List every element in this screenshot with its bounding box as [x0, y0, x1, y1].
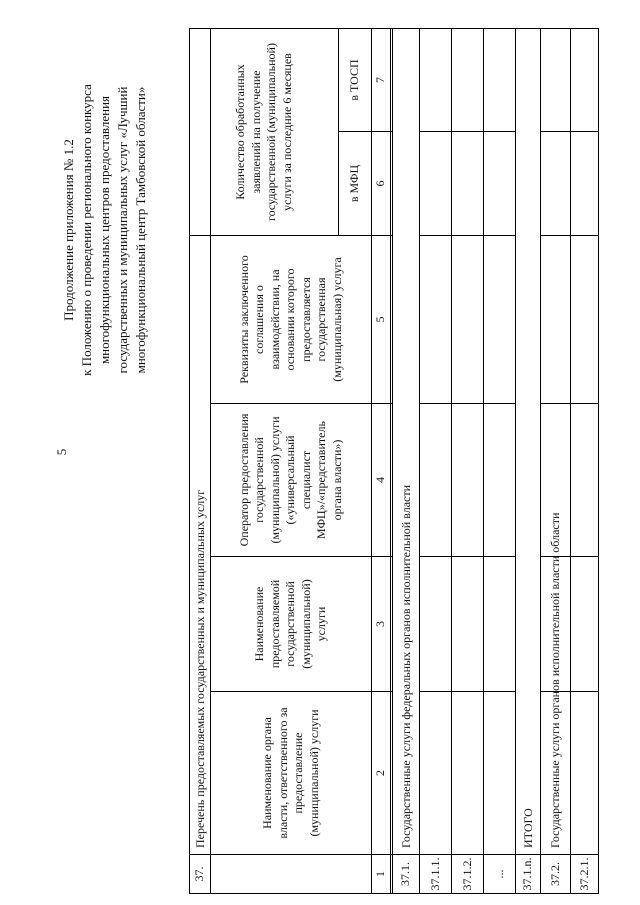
column-number: 7	[373, 77, 388, 83]
column-number: 3	[373, 621, 388, 627]
document-heading	[60, 40, 150, 420]
header-applications-count: Количество обработанных заявлений на получение государственной (муниципальной) услуги за последние 6 месяцев	[233, 43, 294, 221]
services-table	[189, 28, 599, 894]
heading-line: государственных и муниципальных услуг «Лучший	[115, 86, 130, 374]
header-mfc: в МФЦ	[347, 164, 362, 203]
column-number: 2	[373, 770, 388, 776]
heading-line: Продолжение приложения № 1.2	[61, 139, 76, 321]
header-authority: Наименование органа власти, ответственного за предоставление (муниципальной) услуги	[260, 707, 321, 839]
heading-line: многофункциональных центров предоставления	[97, 95, 112, 365]
row-group-title: Государственные услуги органов исполнительной власти области	[548, 512, 562, 848]
row-number: 37.2.	[547, 862, 562, 886]
column-number: 5	[373, 316, 388, 323]
column-number: 1	[373, 871, 388, 877]
row-number: 37.1.1.	[427, 857, 442, 891]
row-number: 37.1.	[398, 862, 413, 886]
header-agreement: Реквизиты заключенного соглашения о взаимодействии, на основании которого предоставляется государственная (муниципальная) услуга	[236, 255, 344, 384]
page-number: 5	[54, 448, 69, 456]
header-operator: Оператор предоставления государственной (муниципальной) услуги («универсальный специалист МФЦ»/«представитель органа власти»)	[236, 413, 344, 547]
section-title: Перечень предоставляемых государственных и муниципальных услуг	[192, 489, 207, 848]
row-number: 37.1.n.	[520, 857, 535, 891]
services-table-wrapper	[189, 28, 599, 894]
heading-line: многофункциональный центр Тамбовской области»	[133, 86, 148, 374]
header-service-name: Наименование предоставляемой государственной (муниципальной) услуги	[252, 579, 329, 669]
section-number: 37.	[192, 866, 207, 882]
row-number: 37.2.1.	[576, 857, 591, 891]
row-group-title: Государственные услуги федеральных органов исполнительной власти	[398, 484, 413, 848]
column-number: 4	[373, 477, 388, 483]
row-total-label: ИТОГО	[520, 808, 535, 848]
column-number: 6	[373, 180, 388, 187]
row-number: 37.1.2.	[459, 857, 474, 891]
heading-line: к Положению о проведении регионального конкурса	[79, 84, 94, 376]
header-tosp: в ТОСП	[347, 59, 362, 101]
row-number: ...	[491, 869, 506, 879]
